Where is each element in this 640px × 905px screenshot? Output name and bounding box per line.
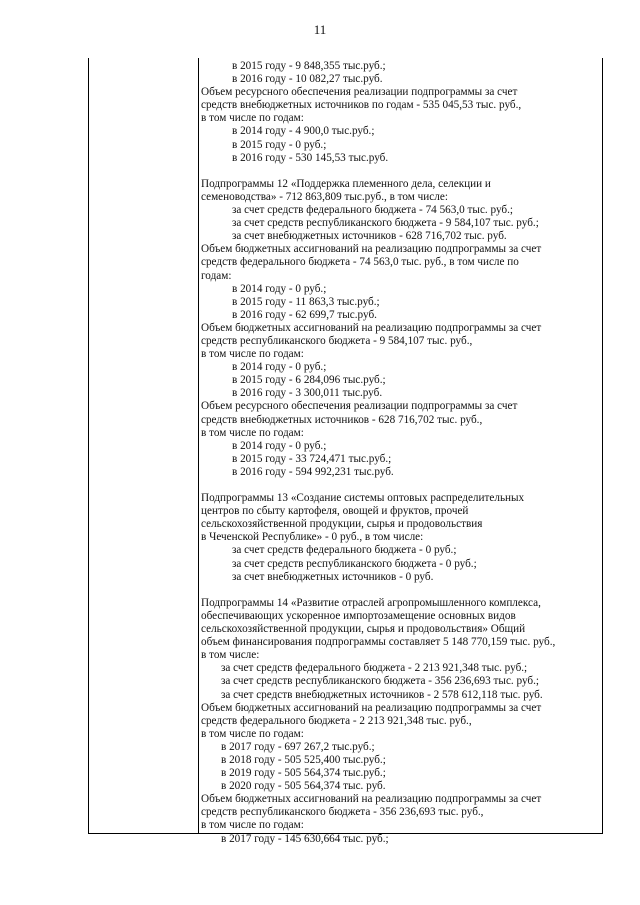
text-line: в том числе по годам: [201,112,304,125]
text-line: средств внебюджетных источников по годам - 535 045,53 тыс. руб., [201,99,522,112]
text-line: за счет средств республиканского бюджета - 0 руб.; [232,557,477,570]
text-line: в 2016 году - 594 992,231 тыс.руб. [232,465,394,478]
text-line: центров по сбыту картофеля, овощей и фруктов, прочей [201,505,469,518]
text-line: средств федерального бюджета - 2 213 921,348 тыс. руб., [201,714,472,727]
text-line: в том числе по годам: [201,348,304,361]
paragraph-block [201,60,601,165]
page-number: 11 [313,22,327,37]
text-line: за счет внебюджетных источников - 0 руб. [232,570,434,583]
text-line: в том числе по годам: [201,426,304,439]
text-line: в 2016 году - 530 145,53 тыс.руб. [232,151,389,164]
text-line: в 2015 году - 33 724,471 тыс.руб.; [232,452,392,465]
text-line: в том числе по годам: [201,819,304,832]
paragraph-gap [201,479,601,492]
text-line: в том числе: [201,649,260,662]
text-line: в 2015 году - 6 284,096 тыс.руб.; [232,374,386,387]
text-line: Объем ресурсного обеспечения реализации подпрограммы за счет [201,86,518,99]
text-line: за счет средств федерального бюджета - 74 563,0 тыс. руб.; [232,204,513,217]
text-line: Подпрограммы 13 «Создание системы оптовых распределительных [201,492,525,505]
text-line: средств республиканского бюджета - 9 584,107 тыс. руб., [201,334,473,347]
paragraph-block [201,597,601,846]
text-line: сельскохозяйственной продукции, сырья и продовольствия [201,518,483,531]
text-line: в Чеченской Республике» - 0 руб., в том числе: [201,531,424,544]
text-line: в 2015 году - 9 848,355 тыс.руб.; [232,60,386,72]
text-line: в том числе по годам: [201,727,304,740]
paragraph-block [201,492,601,584]
text-line: за счет средств республиканского бюджета - 9 584,107 тыс. руб.; [232,217,539,230]
column-divider [198,58,199,833]
text-line: в 2016 году - 3 300,011 тыс.руб. [232,387,383,400]
text-line: в 2017 году - 145 630,664 тыс. руб.; [221,832,389,845]
text-line: в 2019 году - 505 564,374 тыс.руб.; [221,767,386,780]
text-line: в 2015 году - 0 руб.; [232,138,327,151]
text-line: в 2016 году - 62 699,7 тыс.руб. [232,308,377,321]
text-line: за счет средств республиканского бюджета - 356 236,693 тыс. руб.; [221,675,539,688]
text-line: в 2015 году - 11 863,3 тыс.руб.; [232,295,380,308]
text-line: средств федерального бюджета - 74 563,0 тыс. руб., в том числе по [201,256,519,269]
paragraph-gap [201,584,601,597]
text-line: Объем бюджетных ассигнований на реализацию подпрограммы за счет [201,701,542,714]
text-line: Объем ресурсного обеспечения реализации подпрограммы за счет [201,400,518,413]
text-line: Объем бюджетных ассигнований на реализацию подпрограммы за счет [201,321,542,334]
text-line: в 2014 году - 0 руб.; [232,282,327,295]
text-line: годам: [201,269,232,282]
text-line: за счет внебюджетных источников - 628 716,702 тыс. руб. [232,230,507,243]
table-right-cell [201,60,601,846]
text-line: Подпрограммы 12 «Поддержка племенного дела, селекции и [201,177,491,190]
text-line: сельскохозяйственной продукции, сырья и продовольствия» Общий [201,623,526,636]
text-line: в 2016 году - 10 082,27 тыс.руб. [232,73,383,86]
text-line: объем финансирования подпрограммы составляет 5 148 770,159 тыс. руб., [201,636,556,649]
text-line: в 2017 году - 697 267,2 тыс.руб.; [221,740,375,753]
text-line: средств республиканского бюджета - 356 236,693 тыс. руб., [201,806,484,819]
text-line: за счет средств внебюджетных источников - 2 578 612,118 тыс. руб. [221,688,543,701]
text-line: семеноводства» - 712 863,809 тыс.руб., в том числе: [201,190,448,203]
paragraph-block [201,178,601,479]
text-line: в 2018 году - 505 525,400 тыс.руб.; [221,753,386,766]
text-line: Подпрограммы 14 «Развитие отраслей агропромышленного комплекса, [201,596,541,609]
text-line: в 2014 году - 0 руб.; [232,439,327,452]
text-line: в 2014 году - 0 руб.; [232,361,327,374]
text-line: за счет средств федерального бюджета - 2 213 921,348 тыс. руб.; [221,662,528,675]
text-line: Объем бюджетных ассигнований на реализацию подпрограммы за счет [201,243,542,256]
text-line: за счет средств федерального бюджета - 0 руб.; [232,544,457,557]
text-line: в 2020 году - 505 564,374 тыс. руб. [221,780,386,793]
text-line: средств внебюджетных источников - 628 716,702 тыс. руб., [201,413,483,426]
text-line: обеспечивающих ускоренное импортозамещение основных видов [201,609,516,622]
paragraph-gap [201,165,601,178]
text-line: Объем бюджетных ассигнований на реализацию подпрограммы за счет [201,793,542,806]
text-line: в 2014 году - 4 900,0 тыс.руб.; [232,125,375,138]
